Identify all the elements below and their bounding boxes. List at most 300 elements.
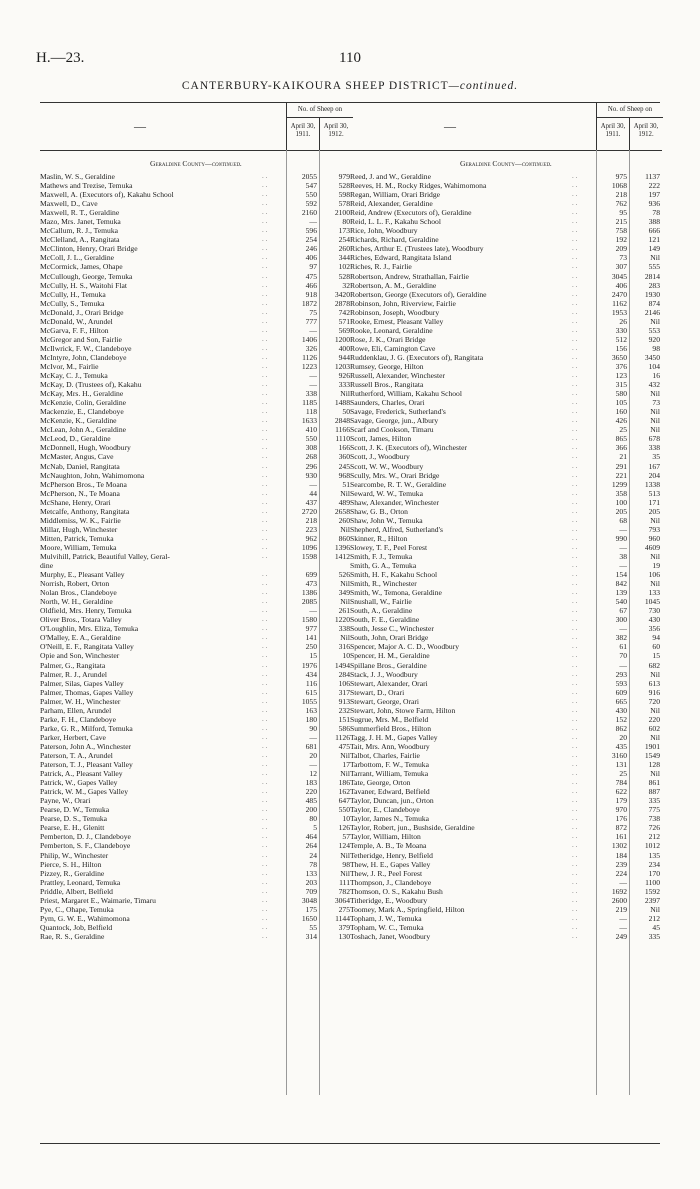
leader-dots: . . (572, 687, 578, 696)
section-heading (350, 159, 662, 169)
sheep-1912: Nil (340, 769, 350, 779)
leader-dots: . . (572, 678, 578, 687)
owner-name: Searcombe, R. T. W., Geraldine (350, 479, 447, 489)
sheep-1912: 111 (339, 877, 350, 887)
table-row (350, 317, 662, 326)
sheep-1911: — (619, 660, 627, 670)
owner-name: Parham, Ellen, Arundel (40, 705, 112, 715)
owner-name: Smith, R., Winchester (350, 579, 417, 589)
owner-name: South, F. E., Geraldine (350, 615, 420, 625)
sheep-1912: Nil (650, 904, 660, 914)
owner-name: Robertson, George (Executors of), Geraldine (350, 289, 487, 299)
owner-name: Maxwell, A. (Executors of), Kakahu School (40, 190, 174, 200)
table-row (350, 507, 662, 516)
sheep-1911: 540 (615, 597, 627, 607)
table-row (40, 471, 352, 480)
table-row (350, 633, 662, 642)
sheep-1911: 990 (615, 533, 627, 543)
sheep-1911: 862 (615, 723, 627, 733)
table-row (40, 715, 352, 724)
leader-dots: . . (572, 235, 578, 244)
owner-name: Pym, G. W. E., Wahimomona (40, 913, 130, 923)
sheep-1911: 1953 (611, 307, 627, 317)
table-row (40, 317, 352, 326)
table-row (40, 507, 352, 516)
sheep-1912: 528 (338, 271, 350, 281)
sheep-1911: 220 (305, 787, 317, 797)
sheep-1912: 513 (648, 488, 660, 498)
table-row (350, 651, 662, 660)
table-row (350, 724, 662, 733)
leader-dots: . . (572, 343, 578, 352)
sheep-1912: 10 (342, 814, 350, 824)
table-row (40, 905, 352, 914)
owner-name: Scully, Mrs. W., Orari Bridge (350, 470, 440, 480)
owner-name: Paterson, T. J., Pleasant Valley (40, 760, 133, 770)
table-row (40, 244, 352, 253)
sheep-1911: 291 (615, 461, 627, 471)
leader-dots: . . (572, 407, 578, 416)
leader-dots: . . (572, 597, 578, 606)
sheep-1911: 609 (615, 687, 627, 697)
sheep-1911: 872 (615, 823, 627, 833)
owner-name: Pye, C., Ohape, Temuka (40, 904, 114, 914)
owner-name: South, A., Geraldine (350, 606, 413, 616)
owner-name: McCormick, James, Ohape (40, 262, 123, 272)
sheep-1912: 916 (648, 687, 660, 697)
table-row (40, 443, 352, 452)
sheep-1911: 12 (309, 769, 317, 779)
sheep-1911: 1299 (611, 479, 627, 489)
table-row (350, 299, 662, 308)
sheep-1911: 1976 (301, 660, 317, 670)
sheep-1911: 44 (309, 488, 317, 498)
leader-dots: . . (572, 271, 578, 280)
sheep-1912: 602 (648, 723, 660, 733)
sheep-1912: Nil (340, 579, 350, 589)
sheep-1912: 738 (648, 814, 660, 824)
table-row (40, 462, 352, 471)
table-row (350, 452, 662, 461)
leader-dots: . . (262, 217, 268, 226)
table-row (350, 760, 662, 769)
sheep-1911: 68 (619, 515, 627, 525)
owner-name: Reed, J. and W., Geraldine (350, 172, 431, 181)
sheep-1911: 962 (305, 533, 317, 543)
sheep-1912: 212 (648, 832, 660, 842)
sheep-1912: 3450 (644, 352, 660, 362)
table-row (40, 561, 352, 570)
leader-dots: . . (262, 425, 268, 434)
sheep-1912: 245 (338, 461, 350, 471)
owner-name: Scott, W. W., Woodbury (350, 461, 424, 471)
table-row (350, 480, 662, 489)
sheep-1911: 200 (305, 805, 317, 815)
owner-name: McLean, John A., Geraldine (40, 425, 127, 435)
owner-name: Pemberton, D. J., Clandeboye (40, 832, 131, 842)
table-row (40, 344, 352, 353)
table-row (350, 561, 662, 570)
table-row (350, 181, 662, 190)
sheep-1911: 254 (305, 235, 317, 245)
table-row (350, 335, 662, 344)
section-heading (40, 159, 352, 169)
sheep-1912: 3064 (334, 895, 350, 905)
table-row (40, 697, 352, 706)
leader-dots: . . (262, 886, 268, 895)
sheep-1911: 15 (309, 651, 317, 661)
sheep-1912: 35 (652, 452, 660, 462)
sheep-1912: 489 (338, 497, 350, 507)
leader-dots: . . (262, 551, 268, 560)
table-row (40, 217, 352, 226)
owner-name: Reid, Andrew (Executors of), Geraldine (350, 208, 472, 218)
table-row (350, 932, 662, 941)
owner-name: Shepherd, Alfred, Sutherland's (350, 524, 443, 534)
leader-dots: . . (262, 769, 268, 778)
sheep-1911: 224 (615, 868, 627, 878)
table-row (40, 534, 352, 543)
leader-dots: . . (572, 832, 578, 841)
owner-name: Regan, William, Orari Bridge (350, 190, 441, 200)
table-row (350, 769, 662, 778)
sheep-1912: 220 (648, 714, 660, 724)
sheep-1911: 163 (305, 705, 317, 715)
sheep-1911: 485 (305, 796, 317, 806)
sheep-1912: 232 (338, 705, 350, 715)
table-row (40, 742, 352, 751)
owner-name: Thew, J. R., Peel Forest (350, 868, 423, 878)
sheep-1911: 293 (615, 669, 627, 679)
sheep-1911: — (309, 732, 317, 742)
leader-dots: . . (572, 850, 578, 859)
sheep-1911: 3160 (611, 751, 627, 760)
sheep-1911: 95 (619, 208, 627, 218)
owner-name: Rooke, Ernest, Pleasant Valley (350, 316, 444, 326)
owner-name: Taylor, William, Hilton (350, 832, 421, 842)
leader-dots: . . (262, 633, 268, 642)
table-row (40, 633, 352, 642)
table-row (40, 416, 352, 425)
table-row (40, 769, 352, 778)
leader-dots: . . (262, 922, 268, 931)
leader-dots: . . (262, 895, 268, 904)
leader-dots: . . (262, 307, 268, 316)
sheep-1912: 104 (648, 361, 660, 371)
sheep-1912: 388 (648, 217, 660, 227)
sheep-1911: — (309, 325, 317, 335)
sheep-1912: 2848 (334, 416, 350, 426)
sheep-1911: 699 (305, 570, 317, 580)
sheep-1912: 60 (652, 642, 660, 652)
table-row (40, 706, 352, 715)
table-row (350, 226, 662, 235)
owner-name: Prattley, Leonard, Temuka (40, 877, 121, 887)
sheep-1912: 124 (338, 841, 350, 851)
leader-dots: . . (572, 506, 578, 515)
sheep-1912: 261 (338, 606, 350, 616)
leader-dots: . . (572, 371, 578, 380)
sheep-1911: 3048 (301, 895, 317, 905)
leader-dots: . . (572, 723, 578, 732)
sheep-1911: 338 (305, 389, 317, 399)
table-row (350, 290, 662, 299)
sheep-1911: 154 (615, 570, 627, 580)
leader-dots: . . (262, 913, 268, 922)
leader-dots: . . (572, 262, 578, 271)
leader-dots: . . (572, 434, 578, 443)
sheep-1911: 131 (615, 760, 627, 770)
leader-dots: . . (262, 361, 268, 370)
sheep-1911: 80 (309, 814, 317, 824)
sheep-1912: Nil (650, 579, 660, 589)
owner-name: Oldfield, Mrs. Henry, Temuka (40, 606, 132, 616)
owner-name: McDonnell, Hugh, Woodbury (40, 443, 131, 453)
leader-dots: . . (262, 859, 268, 868)
leader-dots: . . (572, 760, 578, 769)
owner-name: McCully, S., Temuka (40, 298, 105, 308)
sheep-1912: 45 (652, 922, 660, 932)
section-name: Geraldine County (150, 159, 205, 168)
sheep-1912: 1396 (334, 542, 350, 552)
sheep-1911: 1598 (301, 551, 317, 561)
sheep-1911: 75 (309, 307, 317, 317)
leader-dots: . . (262, 524, 268, 533)
sheep-1911: 161 (615, 832, 627, 842)
leader-dots: . . (262, 497, 268, 506)
leader-dots: . . (572, 533, 578, 542)
leader-dots: . . (572, 669, 578, 678)
owner-name: Rose, J. K., Orari Bridge (350, 334, 426, 344)
leader-dots: . . (572, 181, 578, 190)
sheep-1911: 975 (615, 172, 627, 181)
owner-name: Summerfield Bros., Hilton (350, 723, 431, 733)
owner-name: Oliver Bros., Totara Valley (40, 615, 122, 625)
sheep-1911: 709 (305, 886, 317, 896)
owner-name: Thomson, O. S., Kakahu Bush (350, 886, 443, 896)
sheep-group-header: No. of Sheep on (596, 103, 663, 118)
leader-dots: . . (572, 307, 578, 316)
sheep-1911: 430 (615, 705, 627, 715)
sheep-1912: Nil (650, 316, 660, 326)
leader-dots: . . (262, 741, 268, 750)
table-row (350, 489, 662, 498)
leader-dots: . . (572, 217, 578, 226)
leader-dots: . . (572, 796, 578, 805)
table-row (350, 814, 662, 823)
table-row (40, 489, 352, 498)
leader-dots: . . (262, 190, 268, 199)
sheep-1911: 70 (619, 651, 627, 661)
table-row (350, 688, 662, 697)
table-row (40, 498, 352, 507)
sheep-1911: 296 (305, 461, 317, 471)
owner-name: Reid, Alexander, Geraldine (350, 199, 433, 209)
leader-dots: . . (572, 542, 578, 551)
owner-name: Pearse, D. W., Temuka (40, 805, 110, 815)
leader-dots: . . (262, 696, 268, 705)
table-row (350, 172, 662, 181)
table-row (40, 588, 352, 597)
table-row (350, 778, 662, 787)
table-row (40, 751, 352, 760)
leader-dots: . . (262, 533, 268, 542)
owner-name: Rice, John, Woodbury (350, 226, 418, 236)
sheep-1911: 970 (615, 805, 627, 815)
sheep-1912: 720 (648, 696, 660, 706)
sheep-1911: 308 (305, 443, 317, 453)
owner-name: Slowey, T. F., Peel Forest (350, 542, 428, 552)
owner-name: Middlemiss, W. K., Fairlie (40, 515, 121, 525)
leader-dots: . . (262, 904, 268, 913)
sheep-1911: 219 (615, 904, 627, 914)
owner-name: Pearse, E. H., Glenitt (40, 823, 105, 833)
sheep-1911: 203 (305, 877, 317, 887)
leader-dots: . . (262, 289, 268, 298)
leader-dots: . . (572, 579, 578, 588)
sheep-1912: 222 (648, 181, 660, 191)
sheep-1912: 526 (338, 570, 350, 580)
sheep-1911: 239 (615, 859, 627, 869)
table-row (350, 281, 662, 290)
sheep-1912: Nil (340, 751, 350, 760)
sheep-1912: 913 (338, 696, 350, 706)
table-row (40, 172, 352, 181)
owner-name: Riches, Arthur E. (Trustees late), Woodbury (350, 244, 484, 254)
sheep-1912: 360 (338, 452, 350, 462)
leader-dots: . . (572, 398, 578, 407)
report-reference: H.—23. (36, 50, 85, 66)
leader-dots: . . (572, 714, 578, 723)
leader-dots: . . (262, 181, 268, 190)
sheep-1911: 3650 (611, 352, 627, 362)
sheep-1911: 366 (615, 443, 627, 453)
sheep-1912: 379 (338, 922, 350, 932)
sheep-1911: 20 (309, 751, 317, 760)
sheep-1912: 260 (338, 244, 350, 254)
owner-name: Shaw, John W., Temuka (350, 515, 423, 525)
table-row (350, 443, 662, 452)
leader-dots: . . (572, 551, 578, 560)
owner-name: McShane, Henry, Orari (40, 497, 111, 507)
owner-name: McPherson, N., Te Moana (40, 488, 120, 498)
sheep-1912: 338 (648, 443, 660, 453)
leader-dots: . . (262, 823, 268, 832)
table-row (350, 887, 662, 896)
sheep-1911: 300 (615, 615, 627, 625)
leader-dots: . . (262, 380, 268, 389)
table-row (40, 516, 352, 525)
table-row (350, 878, 662, 887)
leader-dots: . . (572, 778, 578, 787)
table-row (350, 796, 662, 805)
sheep-1911: 179 (615, 796, 627, 806)
leader-dots: . . (572, 416, 578, 425)
sheep-1912: 1110 (335, 434, 350, 444)
leader-dots: . . (262, 588, 268, 597)
sheep-1912: 16 (652, 371, 660, 381)
owner-name: Smith, F. J., Temuka (350, 551, 413, 561)
sheep-1912: 171 (648, 497, 660, 507)
owner-name: Palmer, Silas, Gapes Valley (40, 678, 124, 688)
table-row (350, 416, 662, 425)
section-name: Geraldine County (460, 159, 515, 168)
leader-dots: . . (572, 859, 578, 868)
sheep-1912: Nil (340, 597, 350, 607)
leader-dots: . . (572, 570, 578, 579)
table-row (350, 498, 662, 507)
leader-dots: . . (572, 316, 578, 325)
leader-dots: . . (572, 651, 578, 660)
leader-dots: . . (262, 841, 268, 850)
leader-dots: . . (572, 325, 578, 334)
sheep-1912: 333 (338, 380, 350, 390)
table-row (350, 199, 662, 208)
sheep-group-header: No. of Sheep on (286, 103, 353, 118)
sheep-1911: 681 (305, 741, 317, 751)
table-row (350, 344, 662, 353)
owner-name: McLeod, D., Geraldine (40, 434, 111, 444)
leader-dots: . . (262, 579, 268, 588)
owner-name: Scott, J., Woodbury (350, 452, 410, 462)
table-row (40, 425, 352, 434)
sheep-1912: 1126 (335, 732, 350, 742)
table-row (40, 787, 352, 796)
title-text: CANTERBURY-KAIKOURA SHEEP DISTRICT (181, 80, 449, 92)
sheep-1911: 139 (615, 588, 627, 598)
sheep-1912: 316 (338, 642, 350, 652)
owner-name: Payne, W., Orari (40, 796, 91, 806)
leader-dots: . . (572, 624, 578, 633)
sheep-1912: 17 (342, 760, 350, 770)
col-1912-header: April 30, 1912. (319, 118, 352, 150)
table-row (350, 208, 662, 217)
sheep-1912: 167 (648, 461, 660, 471)
sheep-1912: 2146 (644, 307, 660, 317)
leader-dots: . . (572, 470, 578, 479)
leader-dots: . . (262, 208, 268, 217)
owner-name: South, Jesse C., Winchester (350, 624, 434, 634)
sheep-1912: 2100 (334, 208, 350, 218)
owner-name: Sugrue, Mrs. M., Belfield (350, 714, 429, 724)
sheep-1911: 784 (615, 778, 627, 788)
col-1911-header: April 30, 1911. (596, 118, 629, 150)
sheep-1911: 192 (615, 235, 627, 245)
sheep-1911: 123 (615, 371, 627, 381)
sheep-1911: 2600 (611, 895, 627, 905)
leader-dots: . . (262, 416, 268, 425)
table-row (40, 190, 352, 199)
leader-dots: . . (262, 778, 268, 787)
table-row (350, 606, 662, 615)
owner-name: Thew, H. E., Gapes Valley (350, 859, 431, 869)
sheep-1912: 2814 (644, 271, 660, 281)
sheep-1912: 874 (648, 298, 660, 308)
sheep-1911: 918 (305, 289, 317, 299)
sheep-1911: 1185 (302, 398, 317, 408)
leader-dots: . . (572, 515, 578, 524)
sheep-1912: 1220 (334, 615, 350, 625)
sheep-1911: 2055 (301, 172, 317, 181)
sheep-1912: 1012 (644, 841, 660, 851)
sheep-1912: Nil (650, 669, 660, 679)
sheep-1911: 100 (615, 497, 627, 507)
sheep-1912: Nil (340, 850, 350, 860)
leader-dots: . . (572, 389, 578, 398)
sheep-1911: 184 (615, 850, 627, 860)
leader-dots: . . (262, 705, 268, 714)
sheep-1911: 406 (615, 280, 627, 290)
